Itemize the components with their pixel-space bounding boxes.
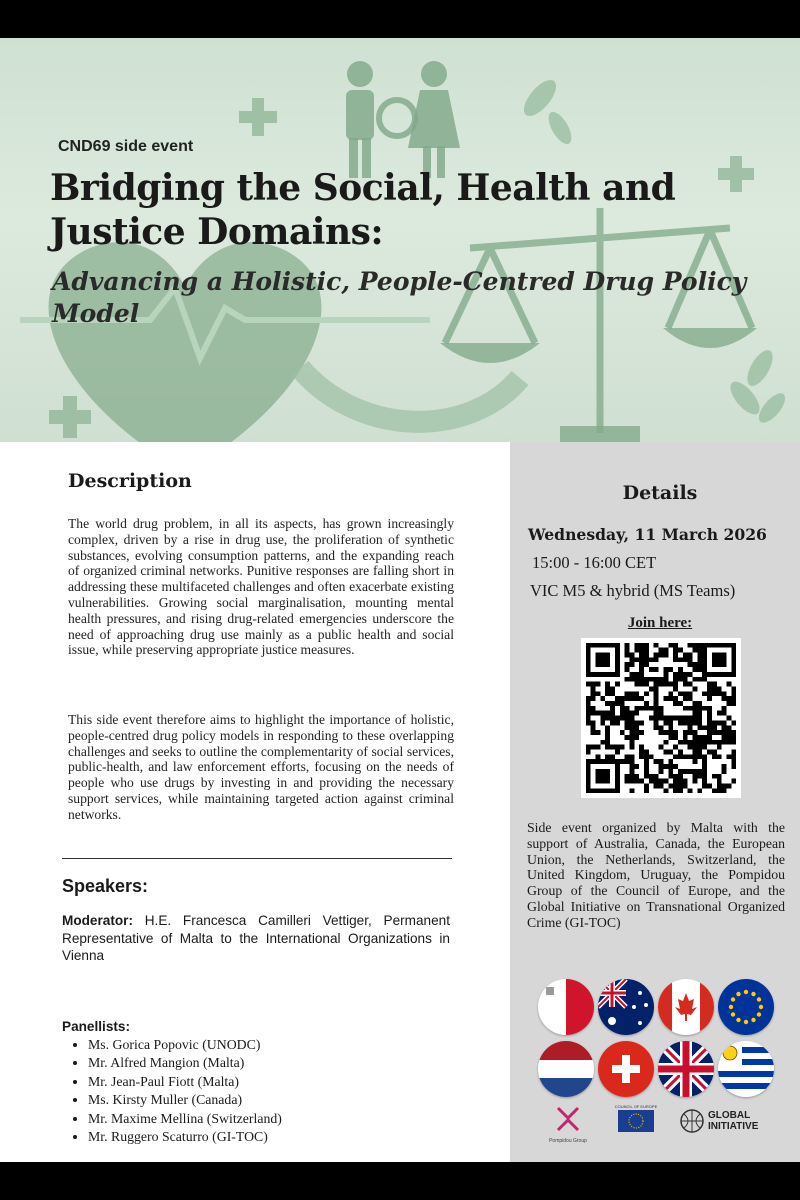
section-divider (62, 858, 452, 859)
event-label: CND69 side event (58, 138, 194, 155)
eu-flag-icon (718, 979, 774, 1035)
partner-logos (546, 1104, 786, 1148)
moderator-name: H.E. Francesca Camilleri Vettiger, Permanent Representative of Malta to the International Organizations in Vienna (62, 913, 451, 963)
list-item: • Ms. Kirsty Muller (Canada) (88, 1091, 282, 1109)
details-heading: Details (622, 482, 698, 504)
list-item: • Ms. Gorica Popovic (UNODC) (88, 1036, 282, 1054)
details-panel (510, 442, 800, 1162)
header-banner (0, 38, 800, 442)
partner-logos-row (546, 1104, 786, 1148)
list-item: • Mr. Alfred Mangion (Malta) (88, 1054, 282, 1072)
description-paragraph-2: This side event therefore aims to highlight the importance of holistic, people-centred drug policy models in responding to these overlapping challenges and seeks to outline the complementarity of social services, public-health, and law enforcement efforts, focusing on the needs of people who use drugs by investing in and providing the necessary support services, while maintaining targeted action against criminal networks. (68, 712, 454, 822)
event-time: 15:00 - 16:00 CET (532, 553, 657, 572)
description-paragraph-1: The world drug problem, in all its aspects, has grown increasingly complex, driven by a rise in drug use, the proliferation of synthetic substances, evolving consumption patterns, and the expanding reach of organized criminal networks. Punitive responses are falling short in addressing these multifaceted challenges and often exacerbate existing vulnerabilities. Growing social marginalisation, mounting mental health pressures, and rising drug-related emergencies underscore the need of approaching drug use mainly as a public health and social issue, while preserving appropriate justice measures. (68, 516, 454, 658)
uruguay-flag-icon (718, 1041, 774, 1097)
council-of-europe-logo-icon (615, 1104, 658, 1132)
list-item: • Mr. Jean-Paul Fiott (Malta) (88, 1073, 282, 1091)
qr-code-icon[interactable] (581, 638, 741, 798)
event-date: Wednesday, 11 March 2026 (528, 525, 767, 544)
australia-flag-icon (598, 979, 654, 1035)
panellists-list (62, 1036, 282, 1146)
event-subtitle: Advancing a Holistic, People-Centred Drug Policy Model (52, 267, 747, 328)
pompidou-logo-icon (549, 1108, 587, 1144)
uk-flag-icon (658, 1041, 714, 1097)
gi-logo-line1: GLOBAL (708, 1110, 751, 1121)
pompidou-logo-text: Pompidou Group (549, 1138, 587, 1144)
gi-logo-line2: INITIATIVE (708, 1121, 759, 1132)
canada-flag-icon (658, 979, 714, 1035)
coe-logo-text: COUNCIL OF EUROPE (614, 1104, 658, 1109)
switzerland-flag-icon (598, 1041, 654, 1097)
global-initiative-logo-icon (681, 1110, 759, 1132)
netherlands-flag-icon (538, 1041, 594, 1097)
left-column (62, 442, 454, 1162)
poster (0, 38, 800, 1162)
supporter-flags (538, 979, 778, 1109)
join-link[interactable]: Join here: (627, 615, 693, 631)
organizers-text: Side event organized by Malta with the support of Australia, Canada, the European Union, the Netherlands, Switzerland, the United Kingdom, Uruguay, the Pompidou Group of the Council of Europe, and the Global Initiative on Transnational Organized Crime (GI-TOC) (527, 820, 785, 930)
event-title: Bridging the Social, Health and Justice Domains: (50, 167, 676, 253)
panellists-label: Panellists: (62, 1019, 130, 1034)
moderator-label: Moderator: (62, 913, 133, 928)
list-item: • Mr. Maxime Mellina (Switzerland) (88, 1110, 282, 1128)
description-heading: Description (68, 470, 192, 492)
moderator-text (62, 912, 450, 965)
list-item: • Mr. Ruggero Scaturro (GI-TOC) (88, 1128, 282, 1146)
malta-flag-icon (538, 979, 594, 1035)
event-venue: VIC M5 & hybrid (MS Teams) (530, 581, 736, 600)
speakers-heading: Speakers: (62, 876, 149, 896)
